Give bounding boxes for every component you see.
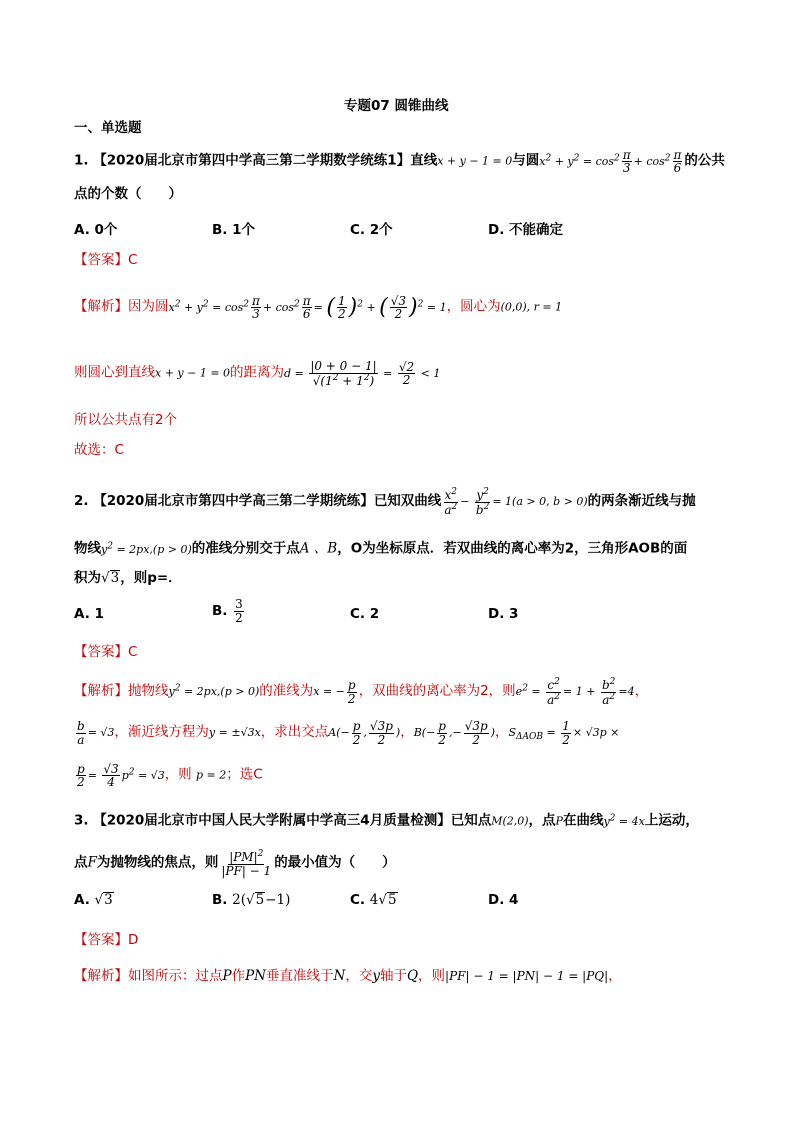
q3-option-c-value: 4√5 [369, 892, 397, 908]
q2-directrix: x = − $\frac{p}{2}$ [313, 678, 356, 706]
q3-option-b[interactable] [212, 892, 290, 908]
q3-option-c-label: C. [350, 892, 366, 908]
q2-sol-text: ，求出交点 [260, 724, 329, 741]
q1-option-d[interactable]: D. 不能确定 [488, 222, 564, 238]
q3-sol-text: ，交 [345, 968, 373, 984]
q3-expression: $\frac{|PM|^2}{|PF| - 1}$ [221, 849, 272, 878]
q3-number: 3. [74, 812, 89, 829]
q1-distance: d = $\frac{|0 + 0 - 1|}{√(1^2 + 1^2)}$ = $\frac{√2}{2}$ < 1 [284, 359, 441, 388]
q1-solution-line2 [74, 360, 440, 387]
q2-text: 的两条渐近线与抛 [587, 493, 696, 510]
q2-solution-line2: $\frac{b}{a}$ = √3，渐近线方程为y = ±√3x，求出交点A(− $\frac{p}{2}$ , $\frac{√3p}{2}$ )，B(− $\frac{p}{2}$ ,− $\frac{√3p}{2}$ )，$S_{\Delta AOB}$ = $\frac{1}{2}$ × √3p × [74, 720, 619, 747]
q3-stem-line1 [74, 808, 699, 832]
q3-text: 为抛物线的焦点，则 [96, 854, 219, 871]
q1-option-a[interactable]: A. 0个 [74, 222, 118, 238]
q2-point-a: A(− $\frac{p}{2}$ , $\frac{√3p}{2}$ ) [328, 719, 401, 747]
q3-text: 已知点 [450, 812, 492, 829]
q2-sol-text: 的准线为 [259, 683, 314, 700]
q2-stem-line2 [74, 536, 687, 560]
q3-option-c[interactable] [350, 892, 398, 908]
q2-sol-text: ，渐近线方程为 [114, 724, 209, 741]
q2-text: ，则p=． [120, 570, 182, 586]
q2-answer-value: C [128, 644, 138, 660]
q2-p-value: p = 2 [195, 768, 227, 782]
q3-text: 点 [74, 854, 88, 871]
analysis-label: 【解析】 [74, 683, 128, 700]
q1-solution-line4: 故选：C [74, 442, 124, 458]
q1-line-eq2: x + y − 1 = 0 [155, 366, 231, 380]
q2-option-b-value: $\frac{3}{2}$ [235, 597, 243, 625]
q1-text: 的公共 [684, 152, 725, 169]
q2-text: 积为 [74, 570, 101, 586]
q3-sol-text: 垂直准线于 [266, 968, 334, 984]
q2-ratio: $\frac{b}{a}$ = √3 [77, 719, 115, 747]
q3-answer-value: D [128, 932, 139, 948]
q3-text: ，点 [528, 812, 556, 829]
q2-option-c[interactable]: C. 2 [350, 606, 380, 622]
page-title: 专题07 圆锥曲线 [344, 98, 449, 114]
q3-option-b-value: 2(√5−1) [232, 892, 291, 908]
q3-text: 在曲线 [562, 812, 604, 829]
q1-text: 直线 [410, 152, 438, 169]
q3-point-m: M(2,0) [491, 814, 529, 828]
q3-curve-eq: $y^2 = 4x$ [603, 813, 645, 828]
q3-sol-equation: |PF| − 1 = |PN| − 1 = |PQ| [445, 969, 609, 983]
q2-solution-line1: 【解析】抛物线$y^2 = 2px,(p > 0)$的准线为x = − $\frac{p}{2}$ ，双曲线的离心率为2，则$e^2$ = $\frac{c^2}{a^2}$ = 1 + $\frac{b^2}{a^2}$ =4， [74, 677, 649, 707]
q2-source: 【2020届北京市第四中学高三第二学期统练】 [93, 493, 374, 510]
q1-stem-line1 [74, 148, 725, 175]
q2-area-formula: $S_{\Delta AOB}$ = $\frac{1}{2}$ × √3p × [508, 719, 620, 747]
q2-text: 的准线分别交于点 [191, 540, 300, 557]
q3-text: 的最小值为（ ） [274, 854, 396, 871]
q1-answer [74, 250, 137, 270]
q3-sol-text: 如图所示：过点 [128, 968, 223, 984]
q1-sol-text: ，圆心为 [446, 298, 501, 315]
q3-sol-n: N [333, 968, 346, 984]
q2-text: 已知双曲线 [373, 493, 442, 510]
q1-option-b[interactable]: B. 1个 [212, 222, 256, 238]
q1-source: 【2020届北京市第四中学高三第二学期数学统练1】 [93, 152, 411, 169]
q2-hyperbola-eq: $\frac{x^2}{a^2}$ − $\frac{y^2}{b^2}$ = 1(a > 0, b > 0) [444, 487, 588, 517]
answer-label: 【答案】 [74, 252, 128, 268]
q3-sol-text: 轴于 [379, 968, 407, 984]
q2-solution-line3: $\frac{p}{2}$ = $\frac{√3}{4}$ $p^2 = √3$，则 p = 2；选C [74, 762, 263, 789]
q2-sol-text: ；选C [226, 766, 263, 783]
q2-stem-line1 [74, 488, 696, 516]
q2-asymptote: y = ±√3x [208, 726, 261, 740]
q2-option-b[interactable] [212, 598, 246, 624]
q3-option-b-label: B. [212, 892, 228, 908]
analysis-label: 【解析】 [74, 968, 128, 984]
q3-text: 上运动， [644, 812, 699, 829]
q3-sol-pn: PN [245, 968, 266, 984]
q2-point-b: B(− $\frac{p}{2}$ ,− $\frac{√3p}{2}$ ) [413, 719, 495, 747]
q3-option-a-label: A. [74, 892, 90, 908]
q2-sol-text: ，双曲线的离心率为2，则 [358, 683, 516, 700]
q2-sol-eq1: $y^2 = 2px,(p > 0)$ [168, 683, 260, 699]
q1-sol-text: 的距离为 [230, 364, 285, 381]
q2-eccentricity: $e^2$ = $\frac{c^2}{a^2}$ = 1 + $\frac{b^2}{a^2}$ =4 [515, 677, 635, 707]
q2-answer [74, 642, 137, 662]
q1-center: (0,0), r = 1 [500, 300, 563, 314]
q3-option-a-value: √3 [94, 892, 113, 908]
q3-point-f: F [87, 854, 97, 871]
q2-points: A 、B [299, 540, 338, 557]
q3-point-p: P [555, 814, 563, 828]
q3-answer [74, 930, 138, 950]
q2-option-a[interactable]: A. 1 [74, 606, 104, 622]
q3-sol-q: Q [406, 968, 419, 984]
q1-sol-text: 因为圆 [128, 298, 169, 315]
q3-source: 【2020届北京市中国人民大学附属中学高三4月质量检测】 [93, 812, 451, 829]
q3-stem-line2 [74, 850, 396, 877]
answer-label: 【答案】 [74, 644, 128, 660]
q1-solution-line3: 所以公共点有2个 [74, 412, 178, 428]
q2-stem-line3 [74, 568, 182, 588]
q2-sol-text: 抛物线 [128, 683, 169, 700]
q2-option-b-label: B. [212, 603, 228, 620]
q2-parabola-eq: $y^2 = 2px,(p > 0)$ [101, 541, 192, 556]
q3-option-d[interactable]: D. 4 [488, 892, 519, 908]
answer-label: 【答案】 [74, 932, 128, 948]
q1-sol-text: 则圆心到直线 [74, 364, 155, 381]
q3-sol-p: P [222, 968, 232, 984]
q1-sol-equation: $x^2 + y^2 = \cos^2$ $\frac{\pi}{3}$ + $\cos^2$ $\frac{\pi}{6}$ = ( $\frac{1}{2}$ )$^2$ + ( $\frac{√3}{2}$ )$^2$ = 1 [168, 293, 447, 322]
q2-option-d[interactable]: D. 3 [488, 606, 519, 622]
q2-number: 2. [74, 493, 89, 510]
q3-sol-y: y [372, 968, 380, 984]
q1-text: 与圆 [512, 152, 540, 169]
q1-line-eq: x + y − 1 = 0 [437, 154, 513, 168]
q2-text: ，O为坐标原点．若双曲线的离心率为2，三角形AOB的面 [337, 540, 688, 557]
q1-circle-eq: $x^2 + y^2 = \cos^2$ $\frac{\pi}{3}$ + $\cos^2$ $\frac{\pi}{6}$ [539, 147, 682, 176]
q1-stem-line2: 点的个数（ ） [74, 186, 182, 202]
q1-solution-line1 [74, 294, 562, 321]
section-heading: 一、单选题 [74, 120, 142, 136]
q3-sol-text: ，则 [418, 968, 446, 984]
q1-answer-value: C [128, 252, 138, 268]
q3-sol-text: 作 [231, 968, 246, 984]
q2-text: 物线 [74, 540, 101, 557]
q1-number: 1. [74, 152, 89, 169]
q3-solution-line1: 【解析】如图所示：过点P作PN垂直准线于N，交y轴于Q，则|PF| − 1 = |PN| − 1 = |PQ|， [74, 968, 622, 984]
q2-area-result: $\frac{p}{2}$ = $\frac{√3}{4}$ $p^2 = √3$ [77, 761, 165, 790]
q2-area-value: √3 [101, 570, 120, 586]
analysis-label: 【解析】 [74, 298, 128, 315]
q1-option-c[interactable]: C. 2个 [350, 222, 393, 238]
q3-option-a[interactable] [74, 892, 114, 908]
